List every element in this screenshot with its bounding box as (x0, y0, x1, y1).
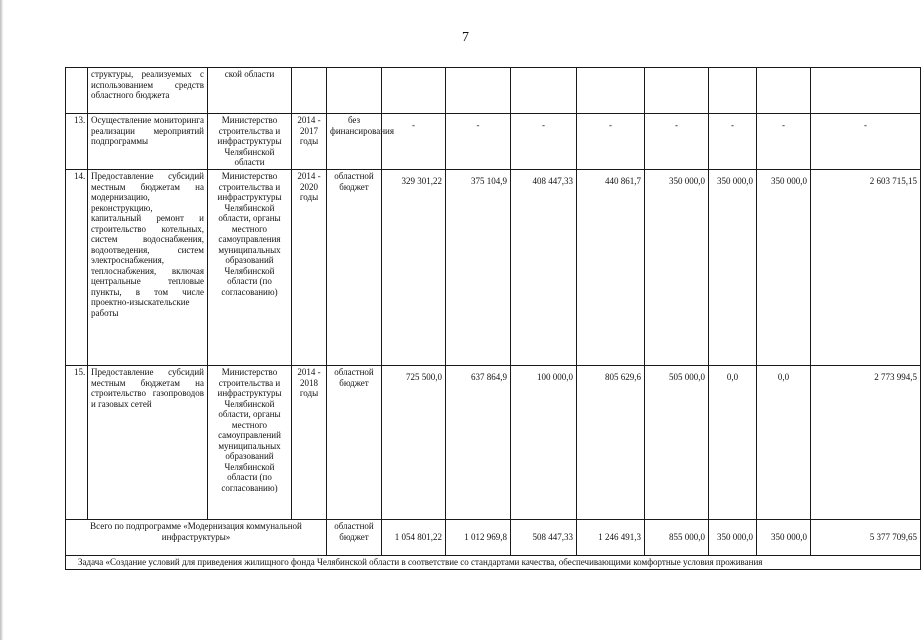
row-name: Предоставление субсидий местным бюджетам на строительство газопроводов и газовых сетей (88, 366, 208, 520)
value-cell (757, 68, 811, 114)
value-cell: 440 861,7 (577, 170, 645, 366)
value-cell (511, 68, 577, 114)
row-executor: Министерство строительства и инфраструктуры Челябинской области, органы местного самоуправления муниципальных образований Челябинской области (по согласованию) (208, 170, 292, 366)
value-cell: 100 000,0 (511, 366, 577, 520)
row-number: 13. (66, 114, 88, 170)
value-cell: 0,0 (709, 366, 757, 520)
row-term: 2014 - 2018 годы (292, 366, 327, 520)
row-number: 14. (66, 170, 88, 366)
value-cell: 350 000,0 (757, 170, 811, 366)
value-cell: - (577, 114, 645, 170)
row-name: Предоставление субсидий местным бюджетам на модернизацию, реконструкцию, капитальный ремонт и строительство котельных, систем водоснабжения, водоотведения, систем электроснабжения, теплоснабжения, включая центральные тепловые пункты, в том числе проектно-изыскательские работы (88, 170, 208, 366)
table-row-continuation (66, 68, 921, 114)
row-number (66, 68, 88, 114)
value-cell: 725 500,0 (382, 366, 446, 520)
value-cell (446, 68, 511, 114)
value-cell: 350 000,0 (645, 170, 709, 366)
total-value-cell: 1 246 491,3 (577, 520, 645, 556)
value-cell: 329 301,22 (382, 170, 446, 366)
total-label: Всего по подпрограмме «Модернизация коммунальной инфраструктуры» (66, 520, 327, 556)
value-cell: 2 603 715,15 (811, 170, 921, 366)
table-row-14 (66, 170, 921, 366)
page-number: 7 (462, 30, 469, 45)
row-number: 15. (66, 366, 88, 520)
row-term (292, 68, 327, 114)
value-cell (577, 68, 645, 114)
row-executor: Министерство строительства и инфраструктуры Челябинской области, органы местного самоуправлений муниципальных образований Челябинской области (по согласованию) (208, 366, 292, 520)
row-name: структуры, реализуемых с использованием средств областного бюджета (88, 68, 208, 114)
value-cell: 0,0 (757, 366, 811, 520)
value-cell (645, 68, 709, 114)
value-cell: - (709, 114, 757, 170)
value-cell: - (511, 114, 577, 170)
row-source: областной бюджет (327, 170, 382, 366)
value-cell (382, 68, 446, 114)
value-cell: - (382, 114, 446, 170)
value-cell (709, 68, 757, 114)
value-cell: 2 773 994,5 (811, 366, 921, 520)
total-value-cell: 855 000,0 (645, 520, 709, 556)
row-term: 2014 - 2020 годы (292, 170, 327, 366)
row-source: без финансирования (327, 114, 382, 170)
task-heading: Задача «Создание условий для приведения жилищного фонда Челябинской области в соответствие со стандартами качества, обеспечивающими комфортные условия проживания (66, 556, 921, 570)
row-source: областной бюджет (327, 366, 382, 520)
total-value-cell: 508 447,33 (511, 520, 577, 556)
value-cell: 408 447,33 (511, 170, 577, 366)
total-value-cell: 1 012 969,8 (446, 520, 511, 556)
table-row-total (66, 520, 921, 556)
value-cell (811, 68, 921, 114)
value-cell: - (811, 114, 921, 170)
row-name: Осуществление мониторинга реализации мероприятий подпрограммы (88, 114, 208, 170)
value-cell: 805 629,6 (577, 366, 645, 520)
total-value-cell: 1 054 801,22 (382, 520, 446, 556)
row-executor: Министерство строительства и инфраструктуры Челябинской области (208, 114, 292, 170)
value-cell: - (645, 114, 709, 170)
row-executor: ской области (208, 68, 292, 114)
row-term: 2014 - 2017 годы (292, 114, 327, 170)
scan-edge (0, 0, 3, 640)
value-cell: 375 104,9 (446, 170, 511, 366)
table-row-13 (66, 114, 921, 170)
value-cell: - (446, 114, 511, 170)
value-cell: 505 000,0 (645, 366, 709, 520)
value-cell: 637 864,9 (446, 366, 511, 520)
budget-table (65, 67, 921, 570)
value-cell: - (757, 114, 811, 170)
table-row-15 (66, 366, 921, 520)
table-row-task (66, 556, 921, 570)
total-value-cell: 5 377 709,65 (811, 520, 921, 556)
row-source (327, 68, 382, 114)
total-value-cell: 350 000,0 (709, 520, 757, 556)
total-source: областной бюджет (327, 520, 382, 556)
total-value-cell: 350 000,0 (757, 520, 811, 556)
value-cell: 350 000,0 (709, 170, 757, 366)
